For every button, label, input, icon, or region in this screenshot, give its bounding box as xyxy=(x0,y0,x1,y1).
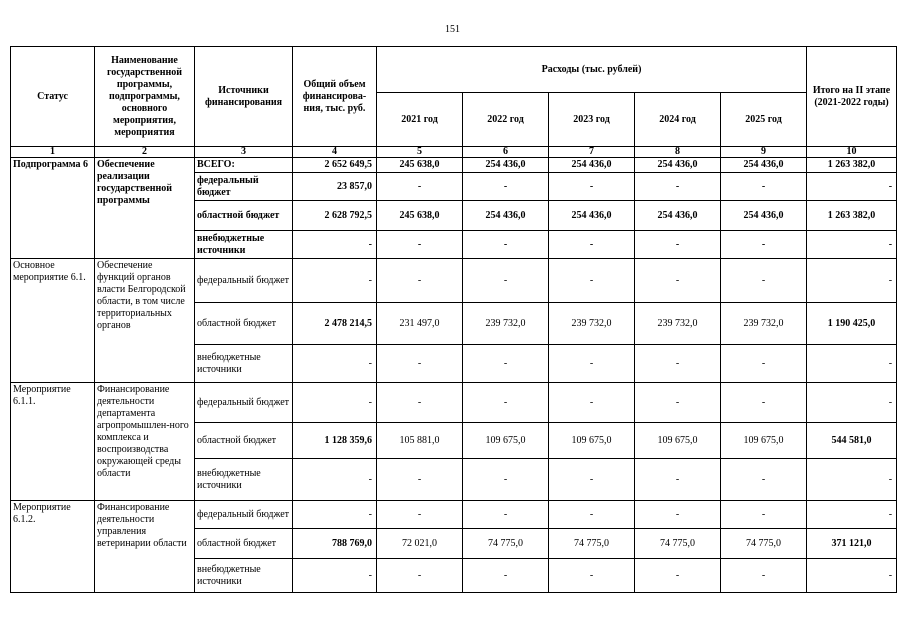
year-value: 239 732,0 xyxy=(549,303,635,345)
source-cell: областной бюджет xyxy=(195,423,293,459)
total-cell: - xyxy=(293,345,377,383)
total-cell: - xyxy=(293,383,377,423)
year-value: - xyxy=(377,231,463,259)
year-value: - xyxy=(721,459,807,501)
year-value: - xyxy=(549,459,635,501)
table-row xyxy=(11,158,897,173)
total-cell: - xyxy=(293,259,377,303)
name-cell: Финансирование деятельности департамента агропромышлен-ного комплекса и воспроизводства окружающей среды области xyxy=(95,383,195,501)
source-cell: областной бюджет xyxy=(195,201,293,231)
header-expenses: Расходы (тыс. рублей) xyxy=(377,47,807,93)
year-value: - xyxy=(721,559,807,593)
header-year: 2024 год xyxy=(635,93,721,147)
total-cell: 788 769,0 xyxy=(293,529,377,559)
year-value: - xyxy=(721,345,807,383)
column-index: 2 xyxy=(95,147,195,158)
status-cell: Мероприятие 6.1.2. xyxy=(11,501,95,593)
source-cell: областной бюджет xyxy=(195,303,293,345)
year-value: 74 775,0 xyxy=(549,529,635,559)
total-cell: - xyxy=(293,559,377,593)
year-value: - xyxy=(463,501,549,529)
source-cell: внебюджетные источники xyxy=(195,345,293,383)
name-cell: Обеспечение реализации государственной программы xyxy=(95,158,195,259)
year-value: - xyxy=(721,259,807,303)
year-value: - xyxy=(463,459,549,501)
stage-total-cell: 544 581,0 xyxy=(807,423,897,459)
source-cell: ВСЕГО: xyxy=(195,158,293,173)
table-row xyxy=(11,383,897,423)
total-cell: 2 478 214,5 xyxy=(293,303,377,345)
year-value: - xyxy=(463,345,549,383)
year-value: - xyxy=(635,501,721,529)
year-value: 109 675,0 xyxy=(721,423,807,459)
year-value: 105 881,0 xyxy=(377,423,463,459)
name-cell: Финансирование деятельности управления ветеринарии области xyxy=(95,501,195,593)
year-value: - xyxy=(463,173,549,201)
year-value: - xyxy=(377,383,463,423)
column-index: 9 xyxy=(721,147,807,158)
header-year: 2025 год xyxy=(721,93,807,147)
stage-total-cell: - xyxy=(807,459,897,501)
year-value: 254 436,0 xyxy=(549,201,635,231)
total-cell: - xyxy=(293,459,377,501)
year-value: 254 436,0 xyxy=(635,158,721,173)
status-cell: Подпрограмма 6 xyxy=(11,158,95,259)
year-value: - xyxy=(463,383,549,423)
stage-total-cell: 371 121,0 xyxy=(807,529,897,559)
column-index-row xyxy=(11,147,897,158)
column-index: 10 xyxy=(807,147,897,158)
year-value: - xyxy=(463,259,549,303)
total-cell: - xyxy=(293,231,377,259)
name-cell: Обеспечение функций органов власти Белгородской области, в том числе территориальных органов xyxy=(95,259,195,383)
year-value: - xyxy=(721,383,807,423)
source-cell: федеральный бюджет xyxy=(195,501,293,529)
stage-total-cell: 1 263 382,0 xyxy=(807,158,897,173)
status-cell: Основное мероприятие 6.1. xyxy=(11,259,95,383)
source-cell: внебюджетные источники xyxy=(195,459,293,501)
source-cell: федеральный бюджет xyxy=(195,383,293,423)
column-index: 3 xyxy=(195,147,293,158)
year-value: - xyxy=(549,501,635,529)
page-number: 151 xyxy=(445,24,460,35)
total-cell: 2 652 649,5 xyxy=(293,158,377,173)
column-index: 4 xyxy=(293,147,377,158)
year-value: 239 732,0 xyxy=(721,303,807,345)
header-stage-total: Итого на II этапе (2021-2022 годы) xyxy=(807,47,897,147)
year-value: - xyxy=(635,383,721,423)
source-cell: федеральный бюджет xyxy=(195,259,293,303)
source-cell: внебюджетные источники xyxy=(195,231,293,259)
status-cell: Мероприятие 6.1.1. xyxy=(11,383,95,501)
table-row xyxy=(11,501,897,529)
year-value: 245 638,0 xyxy=(377,201,463,231)
total-cell: 2 628 792,5 xyxy=(293,201,377,231)
financing-table xyxy=(10,46,897,593)
column-index: 5 xyxy=(377,147,463,158)
year-value: 254 436,0 xyxy=(463,158,549,173)
year-value: - xyxy=(549,173,635,201)
header-year: 2021 год xyxy=(377,93,463,147)
year-value: 109 675,0 xyxy=(463,423,549,459)
year-value: 74 775,0 xyxy=(463,529,549,559)
year-value: 254 436,0 xyxy=(635,201,721,231)
year-value: - xyxy=(635,259,721,303)
year-value: - xyxy=(377,345,463,383)
year-value: - xyxy=(549,383,635,423)
year-value: 231 497,0 xyxy=(377,303,463,345)
stage-total-cell: - xyxy=(807,501,897,529)
source-cell: федеральный бюджет xyxy=(195,173,293,201)
source-cell: областной бюджет xyxy=(195,529,293,559)
year-value: - xyxy=(549,259,635,303)
header-year: 2023 год xyxy=(549,93,635,147)
stage-total-cell: - xyxy=(807,173,897,201)
year-value: - xyxy=(463,559,549,593)
source-cell: внебюджетные источники xyxy=(195,559,293,593)
year-value: - xyxy=(549,345,635,383)
year-value: - xyxy=(721,231,807,259)
year-value: - xyxy=(721,173,807,201)
stage-total-cell: - xyxy=(807,231,897,259)
year-value: - xyxy=(377,559,463,593)
year-value: - xyxy=(635,173,721,201)
stage-total-cell: 1 263 382,0 xyxy=(807,201,897,231)
header-total: Общий объем финансирова-ния, тыс. руб. xyxy=(293,47,377,147)
year-value: 74 775,0 xyxy=(635,529,721,559)
year-value: - xyxy=(377,459,463,501)
table-row xyxy=(11,259,897,303)
year-value: - xyxy=(463,231,549,259)
stage-total-cell: - xyxy=(807,559,897,593)
year-value: 254 436,0 xyxy=(721,201,807,231)
year-value: - xyxy=(721,501,807,529)
year-value: - xyxy=(635,345,721,383)
year-value: - xyxy=(549,559,635,593)
year-value: 109 675,0 xyxy=(549,423,635,459)
year-value: - xyxy=(377,173,463,201)
column-index: 8 xyxy=(635,147,721,158)
stage-total-cell: - xyxy=(807,383,897,423)
year-value: - xyxy=(377,259,463,303)
header-status: Статус xyxy=(11,47,95,147)
stage-total-cell: - xyxy=(807,345,897,383)
year-value: - xyxy=(635,559,721,593)
year-value: - xyxy=(377,501,463,529)
year-value: 254 436,0 xyxy=(721,158,807,173)
year-value: 254 436,0 xyxy=(463,201,549,231)
total-cell: 23 857,0 xyxy=(293,173,377,201)
year-value: - xyxy=(635,231,721,259)
year-value: 74 775,0 xyxy=(721,529,807,559)
year-value: - xyxy=(549,231,635,259)
year-value: 245 638,0 xyxy=(377,158,463,173)
year-value: 239 732,0 xyxy=(635,303,721,345)
column-index: 7 xyxy=(549,147,635,158)
year-value: 254 436,0 xyxy=(549,158,635,173)
column-index: 6 xyxy=(463,147,549,158)
stage-total-cell: 1 190 425,0 xyxy=(807,303,897,345)
column-index: 1 xyxy=(11,147,95,158)
stage-total-cell: - xyxy=(807,259,897,303)
year-value: - xyxy=(635,459,721,501)
header-year: 2022 год xyxy=(463,93,549,147)
header-sources: Источники финансирования xyxy=(195,47,293,147)
year-value: 239 732,0 xyxy=(463,303,549,345)
header-name: Наименование государственной программы, подпрограммы, основного мероприятия, мероприятия xyxy=(95,47,195,147)
year-value: 72 021,0 xyxy=(377,529,463,559)
total-cell: 1 128 359,6 xyxy=(293,423,377,459)
total-cell: - xyxy=(293,501,377,529)
year-value: 109 675,0 xyxy=(635,423,721,459)
